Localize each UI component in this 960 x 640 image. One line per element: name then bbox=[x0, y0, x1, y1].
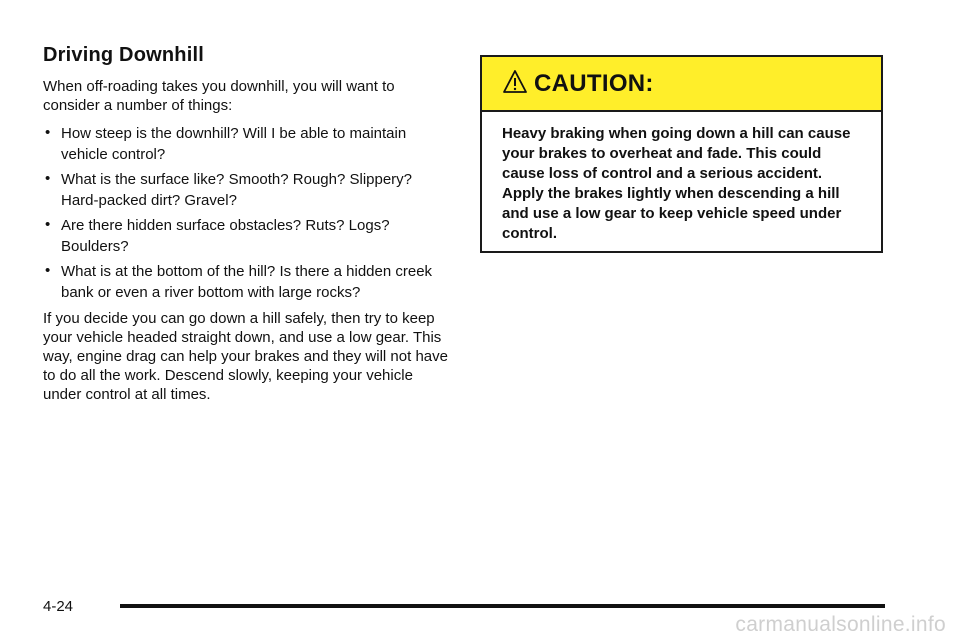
warning-triangle-icon bbox=[502, 69, 528, 95]
watermark: carmanualsonline.info bbox=[735, 613, 946, 636]
page-number: 4-24 bbox=[43, 598, 74, 615]
closing-paragraph: If you decide you can go down a hill safely, then try to keep your vehicle headed straight down, and use a low gear. This way, engine drag can help your brakes and they will not have to do all the work. Descend slowly, keeping your vehicle under control at all times. bbox=[43, 310, 448, 403]
list-item-text: What is at the bottom of the hill? Is there a hidden creek bank or even a river bottom with large rocks? bbox=[61, 263, 433, 301]
caution-title: CAUTION: bbox=[534, 69, 654, 97]
bullet-icon: • bbox=[45, 124, 51, 141]
footer-divider bbox=[120, 604, 885, 608]
bullet-icon: • bbox=[45, 262, 51, 279]
list-item-text: Are there hidden surface obstacles? Ruts? Logs? Boulders? bbox=[61, 217, 390, 255]
list-item-text: What is the surface like? Smooth? Rough? Slippery? Hard-packed dirt? Gravel? bbox=[61, 171, 413, 209]
intro-paragraph: When off-roading takes you downhill, you will want to consider a number of things: bbox=[43, 78, 395, 114]
caution-box bbox=[480, 55, 883, 253]
bullet-icon: • bbox=[45, 216, 51, 233]
list-item bbox=[43, 169, 453, 211]
bullet-icon: • bbox=[45, 170, 51, 187]
list-item bbox=[43, 215, 453, 257]
caution-text: Heavy braking when going down a hill can cause your brakes to overheat and fade. This could cause loss of control and a serious accident. Apply the brakes lightly when descending a hill and use a low gear to keep vehicle speed under control. bbox=[502, 125, 851, 242]
section-title: Driving Downhill bbox=[43, 44, 204, 66]
caution-header bbox=[482, 57, 881, 112]
list-item-text: How steep is the downhill? Will I be able to maintain vehicle control? bbox=[61, 125, 407, 163]
question-list bbox=[43, 123, 453, 303]
list-item bbox=[43, 123, 453, 165]
main-column bbox=[43, 40, 453, 412]
list-item bbox=[43, 261, 453, 303]
